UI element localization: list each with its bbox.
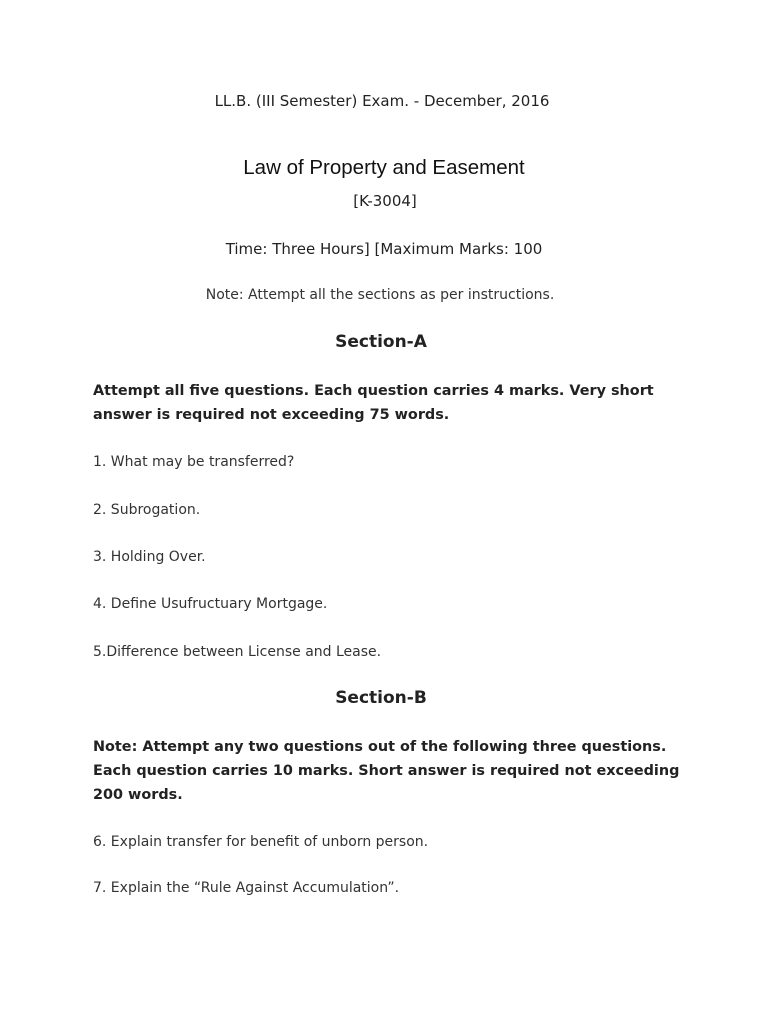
question-4: 4. Define Usufructuary Mortgage.	[93, 596, 328, 612]
time-and-marks: Time: Three Hours] [Maximum Marks: 100	[225, 240, 543, 258]
section-b-instruction: Note: Attempt any two questions out of the following three questions. Each question carries 10 marks. Short answer is required not exceeding 200 words.	[93, 739, 680, 803]
general-note: Note: Attempt all the sections as per instructions.	[205, 287, 555, 303]
question-3: 3. Holding Over.	[93, 549, 206, 565]
question-6: 6. Explain transfer for benefit of unborn person.	[93, 834, 429, 850]
question-7: 7. Explain the “Rule Against Accumulation”.	[93, 880, 400, 896]
paper-title: Law of Property and Easement	[243, 156, 525, 179]
section-b-heading: Section-B	[335, 688, 427, 708]
section-a-heading: Section-A	[335, 332, 427, 352]
question-5: 5.Difference between License and Lease.	[93, 644, 382, 660]
section-a-instruction: Attempt all five questions. Each question carries 4 marks. Very short answer is required not exceeding 75 words.	[93, 383, 654, 423]
question-1: 1. What may be transferred?	[93, 454, 295, 470]
exam-header-line: LL.B. (III Semester) Exam. - December, 2016	[214, 92, 550, 110]
question-2: 2. Subrogation.	[93, 502, 201, 518]
paper-code: [K-3004]	[353, 192, 417, 210]
